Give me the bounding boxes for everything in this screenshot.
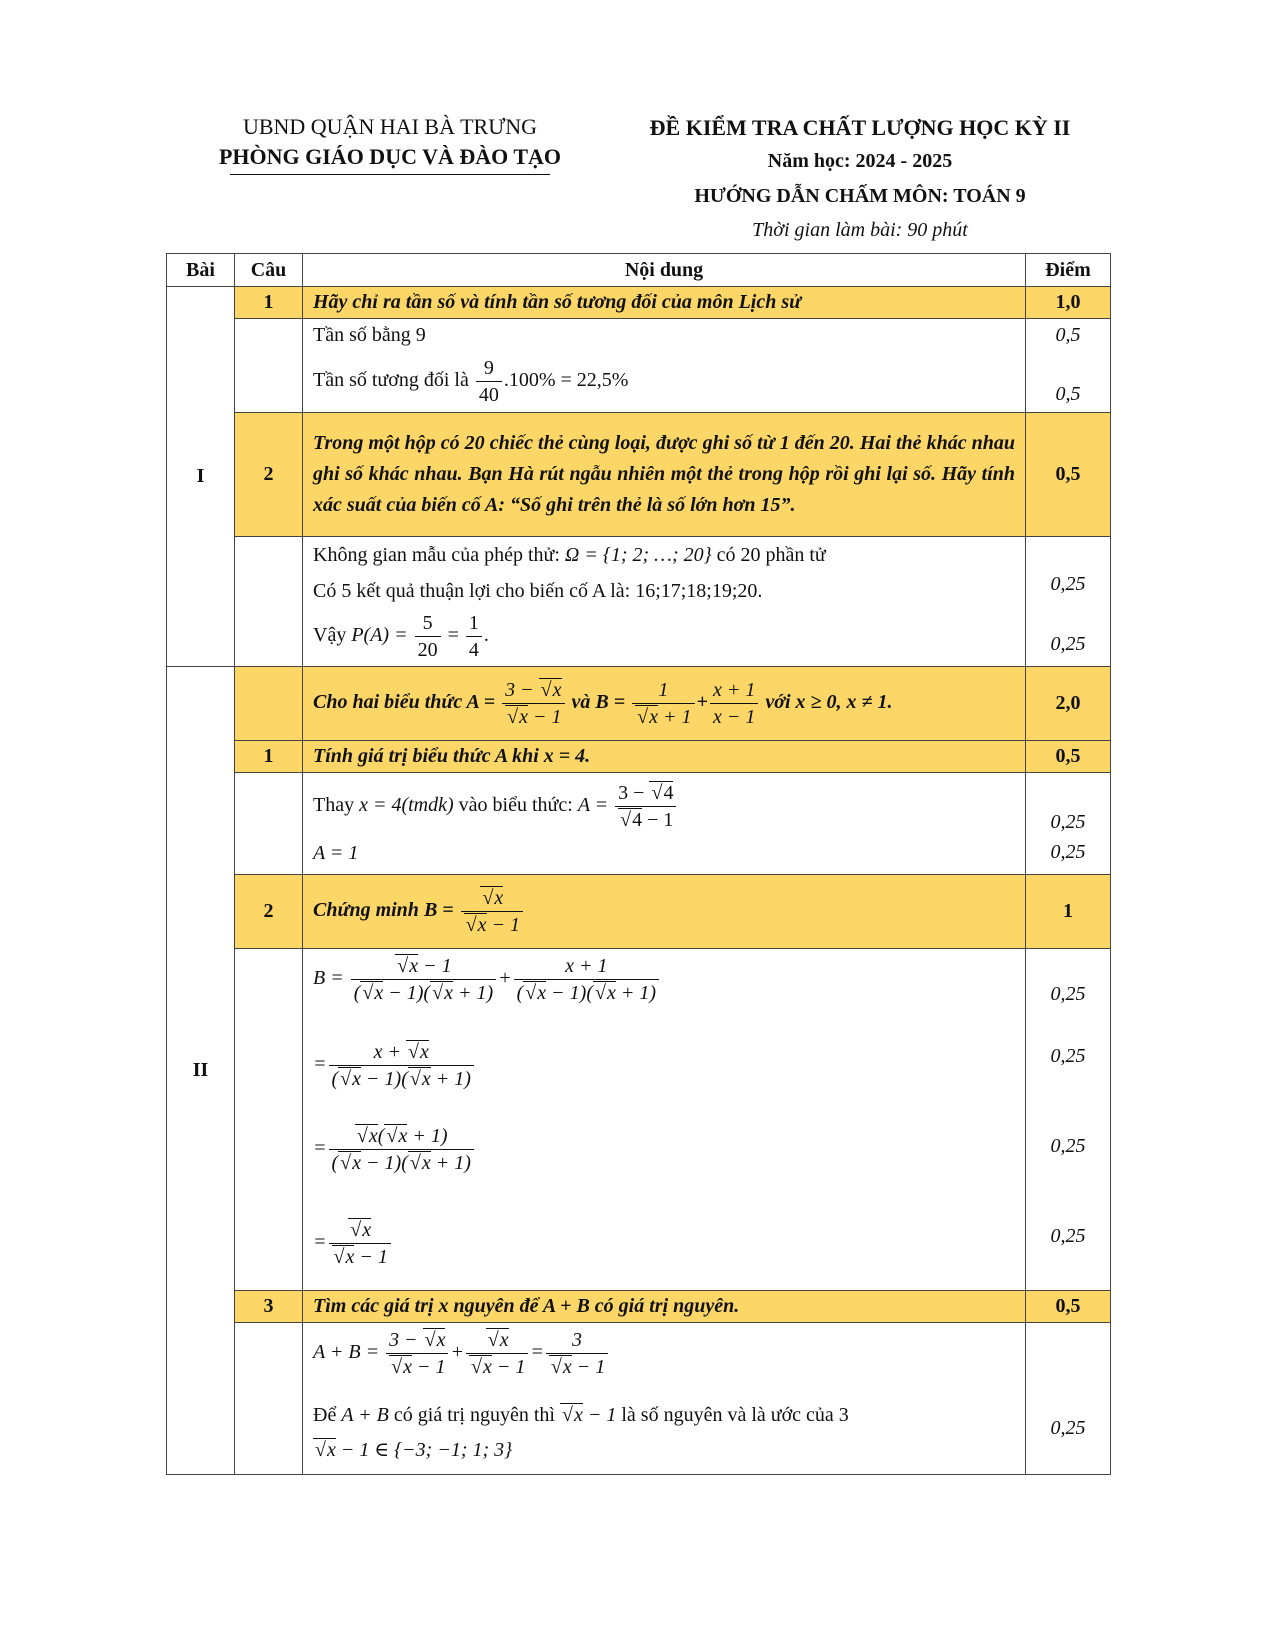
frac-den bbox=[502, 703, 564, 730]
answer-text: Không gian mẫu của phép thử: bbox=[313, 544, 560, 566]
answer-content bbox=[303, 773, 1026, 875]
col-bai-header: Bài bbox=[167, 254, 235, 287]
math-part: + 1) bbox=[435, 1152, 471, 1174]
sqrt-expr: √ x bbox=[505, 705, 528, 728]
math-part: ( bbox=[331, 1068, 339, 1090]
math-part: − 1 bbox=[423, 955, 452, 977]
math-part: + 1) bbox=[457, 982, 494, 1004]
sqrt-expr: √ x bbox=[560, 1403, 583, 1426]
points-value: 0,25 bbox=[1050, 573, 1086, 595]
table-row bbox=[167, 1291, 1111, 1323]
answer-text: Tần số tương đối là bbox=[313, 369, 469, 391]
frac-den bbox=[329, 1149, 474, 1176]
math-part: = bbox=[313, 1137, 327, 1160]
math-part: − 1 bbox=[576, 1356, 606, 1378]
table-row bbox=[167, 537, 1111, 667]
sqrt-expr: √ x bbox=[313, 1438, 336, 1461]
fraction bbox=[615, 780, 676, 833]
table-row bbox=[167, 741, 1111, 773]
math-part: + 1) bbox=[620, 982, 657, 1004]
exam-duration: Thời gian làm bài: 90 phút bbox=[752, 219, 968, 241]
sqrt-expr: √ x bbox=[469, 1355, 492, 1378]
question-text-part: Tính giá trị biểu thức bbox=[313, 745, 491, 767]
points-value: 0,25 bbox=[1050, 1225, 1086, 1247]
frac-den bbox=[615, 806, 676, 833]
frac-den: 40 bbox=[476, 381, 502, 408]
math-part: + 1 bbox=[663, 706, 692, 728]
frac-den bbox=[386, 1353, 448, 1380]
frac-num bbox=[329, 1217, 391, 1243]
sqrt-expr: √ x bbox=[360, 981, 383, 1004]
math-part: − 1 bbox=[491, 914, 521, 936]
points-value: 0,25 bbox=[1050, 1045, 1086, 1067]
sqrt-expr: √ x bbox=[338, 1151, 361, 1174]
frac-den bbox=[466, 1353, 528, 1380]
fraction bbox=[514, 953, 659, 1006]
answer-line: A + B = 3 − √ x √ x − 1 + √ x √ x − 1 = 3 √ x − 1 bbox=[313, 1323, 1015, 1397]
math-part: − 1 bbox=[496, 1356, 526, 1378]
frac-num: 5 bbox=[422, 611, 433, 634]
grading-table bbox=[166, 253, 1111, 1475]
sqrt-expr: √ x bbox=[486, 1328, 509, 1351]
fraction bbox=[329, 1217, 391, 1270]
fraction bbox=[329, 1123, 474, 1176]
points-value: 0,25 bbox=[1050, 633, 1086, 655]
fraction bbox=[710, 677, 758, 730]
math-part: − 1 ∈ {−3; −1; 1; 3} bbox=[340, 1439, 513, 1461]
fraction bbox=[502, 677, 564, 730]
sqrt-expr: √ x bbox=[408, 1067, 431, 1090]
question-text-part: Tìm các giá trị x nguyên để bbox=[313, 1295, 539, 1317]
sqrt-expr: √ x bbox=[635, 705, 658, 728]
math-part: − 1)( bbox=[366, 1152, 408, 1174]
math-part: ( bbox=[353, 982, 361, 1004]
frac-num: 3 bbox=[572, 1329, 583, 1351]
cau-number: 1 bbox=[235, 741, 303, 773]
frac-num: 9 bbox=[483, 356, 494, 379]
math-expr: B = bbox=[423, 899, 454, 922]
points-value: 0,5 bbox=[1055, 324, 1081, 346]
question-points: 2,0 bbox=[1026, 667, 1111, 741]
grading-guide-title: HƯỚNG DẪN CHẤM MÔN: TOÁN 9 bbox=[694, 185, 1026, 207]
answer-text: .100% = 22,5% bbox=[503, 369, 629, 391]
answer-line bbox=[313, 537, 1015, 573]
math-part: + bbox=[696, 691, 708, 714]
sqrt-expr: √ x bbox=[423, 1328, 446, 1351]
frac-num: 1 bbox=[468, 611, 479, 634]
math-expr: B = bbox=[595, 691, 626, 714]
math-expr: A = bbox=[466, 691, 496, 714]
answer-text: Thay bbox=[313, 794, 355, 816]
question-points: 0,5 bbox=[1026, 413, 1111, 537]
header-left bbox=[180, 112, 600, 175]
answer-line bbox=[313, 1433, 1015, 1467]
points-value: 0,25 bbox=[1050, 1417, 1086, 1439]
sqrt-expr: √ x bbox=[384, 1124, 407, 1147]
question-points: 1,0 bbox=[1026, 287, 1111, 319]
sqrt-expr: √ x bbox=[348, 1218, 371, 1241]
fraction bbox=[386, 1327, 448, 1380]
sqrt-expr: √ x bbox=[539, 678, 562, 701]
fraction bbox=[351, 953, 496, 1006]
math-part: + 1) bbox=[412, 1125, 448, 1147]
fraction bbox=[461, 885, 523, 938]
math-part: − 1)( bbox=[388, 982, 431, 1004]
math-expr: A + B bbox=[341, 1404, 389, 1426]
sqrt-expr: √ x bbox=[480, 886, 503, 909]
table-row bbox=[167, 1323, 1111, 1475]
math-expr: P(A) = bbox=[351, 624, 408, 646]
frac-num: 1 bbox=[658, 679, 669, 701]
math-expr: A + B bbox=[542, 1295, 590, 1317]
points-value: 0,5 bbox=[1055, 383, 1081, 405]
frac-num bbox=[329, 1039, 474, 1065]
math-part: − 1)( bbox=[551, 982, 593, 1004]
answer-line: Có 5 kết quả thuận lợi cho biến cố A là: 16;17;18;19;20. bbox=[313, 580, 763, 602]
math-part: = bbox=[313, 1231, 327, 1254]
points-value: 0,25 bbox=[1050, 983, 1086, 1005]
col-cau-header: Câu bbox=[235, 254, 303, 287]
frac-den bbox=[632, 703, 694, 730]
math-part: − 1 bbox=[416, 1356, 446, 1378]
bai-label: II bbox=[167, 667, 235, 1475]
sqrt-expr: √ x bbox=[338, 1067, 361, 1090]
math-expr: x ≥ 0, x ≠ 1. bbox=[795, 691, 893, 714]
exam-title: ĐỀ KIỂM TRA CHẤT LƯỢNG HỌC KỲ II bbox=[649, 115, 1071, 140]
frac-den bbox=[514, 979, 659, 1006]
sqrt-expr: √ x bbox=[549, 1355, 572, 1378]
frac-num bbox=[466, 1327, 528, 1353]
points-value: 0,25 bbox=[1050, 841, 1086, 863]
math-expr: A = bbox=[577, 794, 609, 816]
math-part: x + bbox=[373, 1041, 401, 1063]
question-text-part: Chứng minh bbox=[313, 899, 419, 922]
answer-content bbox=[303, 319, 1026, 413]
answer-line bbox=[313, 351, 1015, 409]
math-part: ( bbox=[516, 982, 524, 1004]
frac-den: 20 bbox=[415, 636, 441, 663]
frac-den bbox=[461, 911, 523, 938]
question-points: 1 bbox=[1026, 875, 1111, 949]
cau-number: 2 bbox=[235, 875, 303, 949]
answer-text: Vậy bbox=[313, 624, 347, 646]
frac-den bbox=[546, 1353, 608, 1380]
frac-den: 4 bbox=[466, 636, 482, 663]
department-name: PHÒNG GIÁO DỤC VÀ ĐÀO TẠO bbox=[218, 144, 562, 169]
answer-text: có 20 phần tử bbox=[716, 544, 826, 566]
math-part: = bbox=[313, 1053, 327, 1076]
math-part: − 1 bbox=[587, 1404, 617, 1426]
frac-num bbox=[329, 1123, 474, 1149]
question-text bbox=[303, 875, 1026, 949]
sqrt-expr: √ 4 bbox=[649, 781, 673, 804]
math-part: 3 − bbox=[618, 781, 645, 804]
sqrt-expr: √ 4 bbox=[618, 808, 642, 831]
answer-line: Vậy P(A) = $\frac{5}{20}$ = $\frac{1}{4}$ . bbox=[313, 611, 489, 661]
answer-text: có giá trị nguyên thì bbox=[393, 1404, 555, 1426]
math-expr: x = 4(tmdk) bbox=[359, 794, 454, 816]
answer-content bbox=[303, 537, 1026, 667]
col-noidung-header: Nội dung bbox=[303, 254, 1026, 287]
math-part: − 1 bbox=[533, 706, 562, 728]
sqrt-expr: √ x bbox=[523, 981, 546, 1004]
header-underline bbox=[230, 174, 550, 175]
cau-number: 2 bbox=[235, 413, 303, 537]
question-text bbox=[303, 741, 1026, 773]
math-part: − 1)( bbox=[366, 1068, 408, 1090]
fraction bbox=[546, 1327, 608, 1380]
frac-den: x − 1 bbox=[710, 703, 758, 730]
question-text bbox=[303, 667, 1026, 741]
math-expr: A bbox=[494, 745, 508, 767]
school-year: Năm học: 2024 - 2025 bbox=[767, 150, 953, 172]
district-name: UBND QUẬN HAI BÀ TRƯNG bbox=[242, 114, 538, 139]
fraction bbox=[466, 610, 482, 663]
question-text: Trong một hộp có 20 chiếc thẻ cùng loại, được ghi số từ 1 đến 20. Hai thẻ khác nhau ghi số khác nhau. Bạn Hà rút ngẫu nhiên một thẻ trong hộp rồi ghi lại số. Hãy tính xác suất của biến cố A: “Số ghi trên thẻ là số lớn hơn 15”. bbox=[303, 413, 1026, 537]
sqrt-expr: √ x bbox=[332, 1245, 355, 1268]
math-expr: x = 4. bbox=[543, 745, 591, 767]
question-text-part: có giá trị nguyên. bbox=[594, 1295, 740, 1317]
question-text-part: khi bbox=[512, 745, 539, 767]
math-part: ( bbox=[377, 1125, 385, 1147]
answer-text: vào biểu thức: bbox=[458, 794, 573, 816]
fraction bbox=[415, 610, 441, 663]
frac-num bbox=[502, 677, 564, 703]
answer-line bbox=[313, 1217, 1015, 1287]
points-value: 0,25 bbox=[1050, 1135, 1086, 1157]
math-part: B = bbox=[313, 967, 344, 990]
question-points: 0,5 bbox=[1026, 1291, 1111, 1323]
table-row bbox=[167, 875, 1111, 949]
answer-line: A = 1 bbox=[313, 842, 359, 864]
frac-num bbox=[351, 953, 496, 979]
sqrt-expr: √ x bbox=[430, 981, 453, 1004]
cau-number: 1 bbox=[235, 287, 303, 319]
frac-num bbox=[386, 1327, 448, 1353]
answer-text: là số nguyên và là ước của 3 bbox=[621, 1404, 849, 1426]
question-text-part: Cho hai biểu thức bbox=[313, 691, 463, 714]
sqrt-expr: √ x bbox=[408, 1151, 431, 1174]
table-row bbox=[167, 773, 1111, 875]
question-text-part: và bbox=[571, 691, 591, 714]
cau-number: 3 bbox=[235, 1291, 303, 1323]
math-part: − 1 bbox=[359, 1246, 388, 1268]
frac-num bbox=[615, 780, 676, 806]
math-expr bbox=[560, 1403, 616, 1426]
question-points: 0,5 bbox=[1026, 741, 1111, 773]
table-row bbox=[167, 413, 1111, 537]
frac-num: x + 1 bbox=[565, 955, 608, 977]
table-header-row bbox=[167, 254, 1111, 287]
frac-num bbox=[461, 885, 523, 911]
frac-den bbox=[329, 1243, 391, 1270]
question-text: Hãy chỉ ra tần số và tính tần số tương đối của môn Lịch sử bbox=[303, 287, 1026, 319]
table-row bbox=[167, 319, 1111, 413]
fraction bbox=[632, 677, 694, 730]
answer-content bbox=[303, 1323, 1026, 1475]
points-value: 0,25 bbox=[1050, 811, 1086, 833]
answer-line: Tần số bằng 9 bbox=[313, 324, 426, 346]
answer-line bbox=[313, 1123, 1015, 1217]
sqrt-expr: √ x bbox=[395, 954, 418, 977]
answer-line bbox=[313, 773, 1015, 837]
answer-line bbox=[313, 1039, 1015, 1123]
sqrt-expr: √ x bbox=[593, 981, 616, 1004]
header-right bbox=[620, 112, 1100, 246]
math-part: 3 − bbox=[389, 1329, 418, 1351]
frac-num: x + 1 bbox=[712, 679, 756, 701]
answer-text: Để bbox=[313, 1404, 337, 1426]
bai-label: I bbox=[167, 287, 235, 667]
sqrt-expr: √ x bbox=[464, 913, 487, 936]
sqrt-expr: √ x bbox=[355, 1124, 378, 1147]
sqrt-expr: √ x bbox=[389, 1355, 412, 1378]
math-part: A + B = bbox=[313, 1341, 380, 1364]
question-text-part: với bbox=[765, 691, 791, 714]
math-part: 3 − bbox=[505, 679, 534, 701]
frac-den bbox=[329, 1065, 474, 1092]
math-part: + 1) bbox=[435, 1068, 471, 1090]
fraction bbox=[466, 1327, 528, 1380]
table-row bbox=[167, 949, 1111, 1291]
math-expr: Ω = {1; 2; …; 20} bbox=[564, 544, 712, 566]
question-text bbox=[303, 1291, 1026, 1323]
table-row bbox=[167, 667, 1111, 741]
answer-line bbox=[313, 1397, 1015, 1433]
fraction bbox=[329, 1039, 474, 1092]
fraction bbox=[476, 355, 502, 408]
sqrt-expr: √ x bbox=[406, 1040, 429, 1063]
answer-content bbox=[303, 949, 1026, 1291]
table-row bbox=[167, 287, 1111, 319]
frac-den bbox=[351, 979, 496, 1006]
math-part: − 1 bbox=[647, 808, 674, 831]
math-part: ( bbox=[331, 1152, 339, 1174]
col-diem-header: Điểm bbox=[1026, 254, 1111, 287]
answer-line: B = √ $\frac{x - 1}{(√ x - 1)(√ x + 1)}$ + $\frac{x + 1}{(√ x - 1)(√ x + 1)}$ bbox=[313, 949, 1015, 1039]
